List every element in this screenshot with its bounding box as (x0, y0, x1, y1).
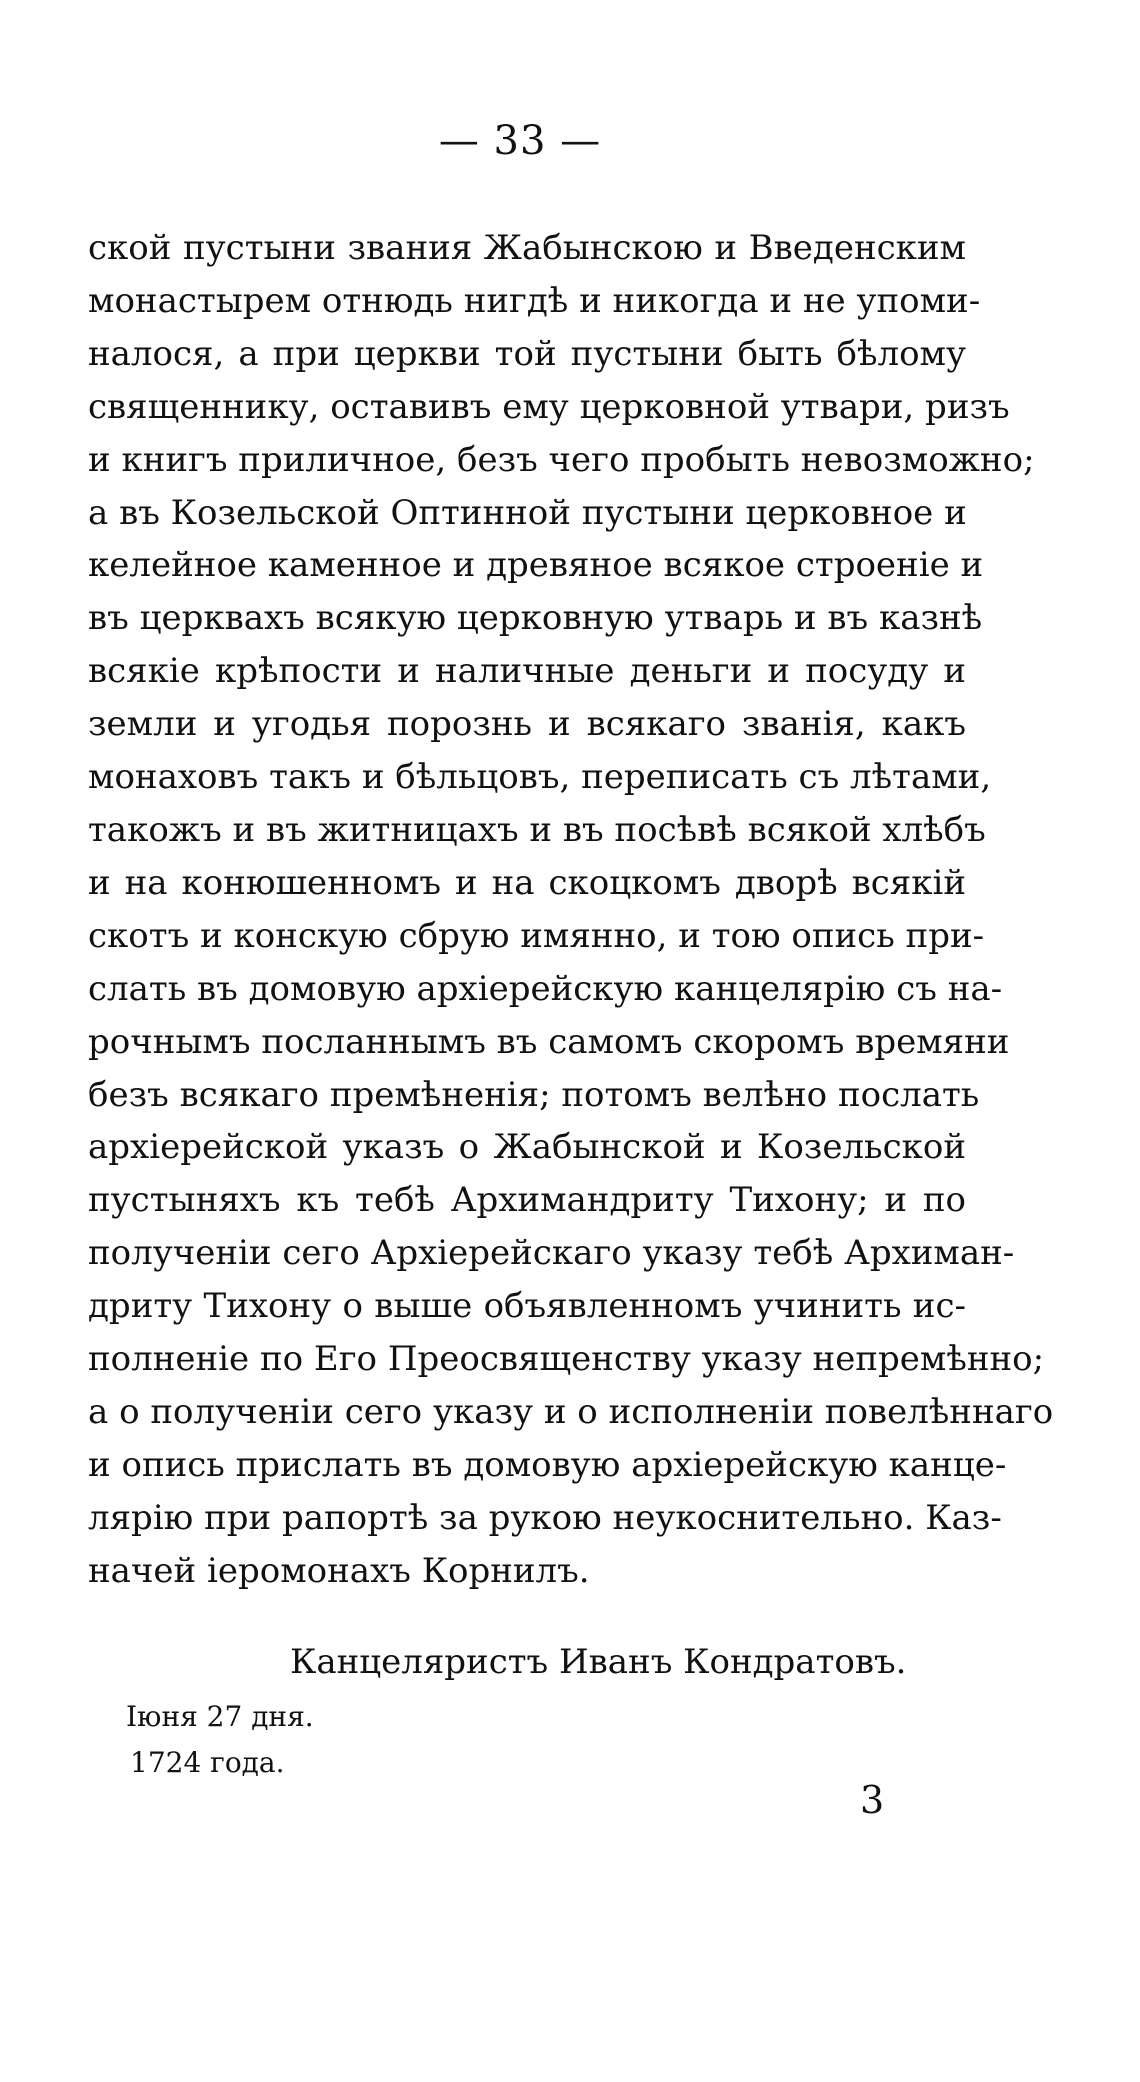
text-line: а о полученіи сего указу и о исполненіи повелѣннаго (88, 1391, 1054, 1432)
text-line: пустыняхъ къ тебѣ Архимандриту Тихону; и по (88, 1180, 966, 1221)
signature-mark: 3 (860, 1778, 885, 1822)
text-line: и опись прислать въ домовую архіерейскую канце- (88, 1444, 1007, 1485)
text-line: начей іеромонахъ Корнилъ. (88, 1550, 590, 1591)
text-line: монаховъ такъ и бѣльцовъ, переписать съ лѣтами, (88, 757, 992, 798)
date-day: Іюня 27 дня. (126, 1700, 314, 1733)
text-line: безъ всякаго премѣненія; потомъ велѣно послать (88, 1074, 980, 1115)
text-line: такожъ и въ житницахъ и въ посѣвѣ всякой хлѣбъ (88, 809, 986, 850)
text-line: священнику, оставивъ ему церковной утвари, ризъ (88, 386, 1010, 427)
text-line: налося, а при церкви той пустыни быть бѣлому (88, 333, 966, 374)
text-line: полненіе по Его Преосвященству указу непремѣнно; (88, 1339, 1045, 1380)
text-line: рочнымъ посланнымъ въ самомъ скоромъ времяни (88, 1021, 1010, 1062)
page-number: — 33 — (438, 118, 602, 164)
signature-line: Канцеляристъ Иванъ Кондратовъ. (290, 1642, 907, 1682)
text-line: и книгъ приличное, безъ чего пробыть невозможно; (88, 439, 1035, 480)
text-line: земли и угодья порознь и всякаго званія, какъ (88, 704, 966, 745)
text-line: ской пустыни звания Жабынскою и Введенским (88, 228, 966, 268)
text-line: келейное каменное и древяное всякое строеніе и (88, 545, 984, 586)
text-line: дриту Тихону о выше объявленномъ учинить ис- (88, 1286, 966, 1327)
text-line: а въ Козельской Оптинной пустыни церковное и (88, 492, 967, 533)
text-line: лярію при рапортѣ за рукою неукоснительно. Каз- (88, 1497, 1002, 1538)
text-line: архіерейской указъ о Жабынской и Козельской (88, 1127, 966, 1168)
text-line: монастырем отнюдь нигдѣ и никогда и не упоми- (88, 280, 981, 321)
text-line: и на конюшенномъ и на скоцкомъ дворѣ всякій (88, 862, 966, 903)
text-line: всякіе крѣпости и наличные деньги и посуду и (88, 651, 966, 692)
text-line: въ церквахъ всякую церковную утварь и въ казнѣ (88, 598, 983, 639)
text-line: скотъ и конскую сбрую имянно, и тою опись при- (88, 915, 985, 956)
text-line: слать въ домовую архіерейскую канцелярію съ на- (88, 968, 1003, 1009)
body-text (88, 222, 1054, 1598)
date-year: 1724 года. (130, 1746, 285, 1779)
text-line: полученіи сего Архіерейскаго указу тебѣ Архиман- (88, 1233, 1015, 1274)
